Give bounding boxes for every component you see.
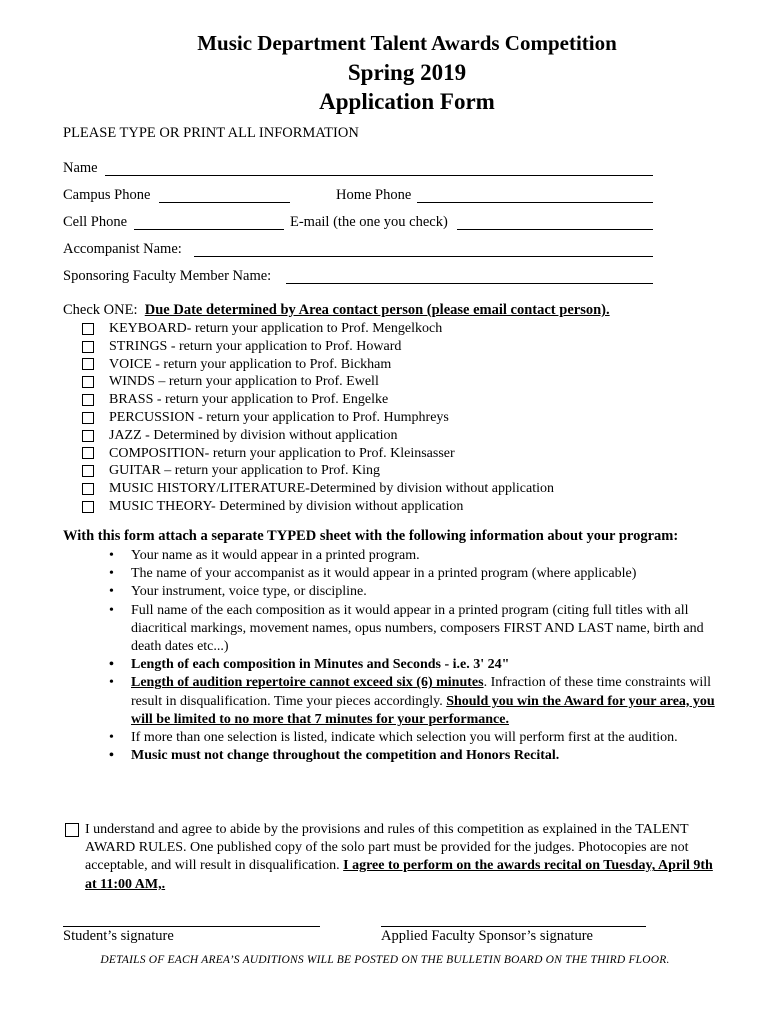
award-limit-rule: Should you win the Award for your area, you will be limited to no more that 7 minutes for your performance. — [131, 693, 715, 727]
campus-phone-field[interactable] — [159, 188, 290, 203]
audition-details-note: DETAILS OF EACH AREA’S AUDITIONS WILL BE POSTED ON THE BULLETIN BOARD ON THE THIRD FLOOR. — [100, 954, 670, 966]
area-option[interactable] — [82, 427, 554, 445]
accompanist-field[interactable] — [194, 242, 653, 257]
attach-heading: With this form attach a separate TYPED sheet with the following information about your program: — [63, 528, 679, 544]
area-option-label: STRINGS - return your application to Prof. Howard — [109, 338, 402, 354]
checkbox[interactable] — [82, 394, 94, 406]
due-date-note: Due Date determined by Area contact person (please email contact person). — [144, 302, 610, 318]
area-option-label: PERCUSSION - return your application to Prof. Humphreys — [109, 409, 449, 425]
area-option[interactable] — [82, 320, 554, 338]
area-checklist — [82, 320, 554, 516]
area-option-label: COMPOSITION- return your application to Prof. Kleinsasser — [109, 445, 455, 461]
agreement-block — [63, 821, 713, 894]
area-option[interactable] — [82, 391, 554, 409]
area-option-label: WINDS – return your application to Prof. Ewell — [109, 374, 379, 390]
requirement-item: • Your instrument, voice type, or discipline. — [131, 583, 721, 601]
requirement-item: • The name of your accompanist as it would appear in a printed program (where applicable) — [131, 565, 721, 583]
cell-phone-field[interactable] — [134, 215, 284, 230]
area-option-label: MUSIC HISTORY/LITERATURE-Determined by division without application — [109, 481, 554, 497]
area-option-label: MUSIC THEORY- Determined by division without application — [109, 498, 464, 514]
agreement-text: I understand and agree to abide by the provisions and rules of this competition as explained in the TALENT AWARD RULES. One published copy of the solo part must be provided for the judges. Photocopies are not acceptable, and will result in disqualification. — [85, 822, 689, 874]
email-label: E-mail (the one you check) — [290, 214, 448, 230]
agreement-commitment: I agree to perform on the awards recital on Tuesday, April 9th at 11:00 AM,. — [85, 858, 713, 892]
requirement-item-time-limit — [131, 674, 721, 729]
requirement-item: • Full name of the each composition as it would appear in a printed program (citing full titles with all diacritical markings, movement names, opus numbers, composers FIRST AND LAST name, birth and death dates etc...) — [131, 602, 721, 657]
agreement-checkbox[interactable] — [65, 823, 79, 837]
area-option[interactable] — [82, 356, 554, 374]
requirement-item: • Length of each composition in Minutes and Seconds - i.e. 3' 24" — [131, 656, 721, 674]
checkbox[interactable] — [82, 412, 94, 424]
checkbox[interactable] — [82, 376, 94, 388]
checkbox[interactable] — [82, 501, 94, 513]
area-option-label: KEYBOARD- return your application to Prof. Mengelkoch — [109, 321, 443, 336]
name-field[interactable] — [105, 161, 653, 176]
checkbox[interactable] — [82, 341, 94, 353]
checkbox[interactable] — [82, 430, 94, 442]
checkbox[interactable] — [82, 483, 94, 495]
time-limit-rule: Length of audition repertoire cannot exceed six (6) minutes — [131, 675, 484, 691]
accompanist-label: Accompanist Name: — [63, 241, 182, 257]
checkbox[interactable] — [82, 358, 94, 370]
area-option[interactable] — [82, 338, 554, 356]
student-signature-line[interactable] — [63, 926, 320, 927]
area-option[interactable] — [82, 409, 554, 427]
program-requirements-list — [131, 547, 721, 765]
checkbox[interactable] — [82, 323, 94, 335]
requirement-item: • If more than one selection is listed, indicate which selection you will perform first at the audition. — [131, 729, 721, 747]
name-label: Name — [63, 160, 98, 176]
checkbox[interactable] — [82, 447, 94, 459]
checkbox[interactable] — [82, 465, 94, 477]
form-name: Application Form — [319, 89, 495, 114]
sponsor-signature-label: Applied Faculty Sponsor’s signature — [381, 928, 593, 944]
area-option-label: JAZZ - Determined by division without application — [109, 427, 398, 443]
home-phone-field[interactable] — [417, 188, 653, 203]
requirement-item: • Your name as it would appear in a printed program. — [131, 547, 721, 565]
area-option[interactable] — [82, 373, 554, 391]
time-limit-detail: . Infraction of these time constraints will result in disqualification. Time your pieces accordingly. — [131, 675, 712, 709]
area-option[interactable] — [82, 462, 554, 480]
sponsor-signature-line[interactable] — [381, 926, 646, 927]
campus-phone-label: Campus Phone — [63, 187, 151, 203]
email-field[interactable] — [457, 215, 653, 230]
form-title: Music Department Talent Awards Competition — [197, 31, 617, 55]
requirement-item: • Music must not change throughout the competition and Honors Recital. — [131, 747, 721, 765]
check-one-label: Check ONE: — [63, 302, 138, 318]
sponsor-label: Sponsoring Faculty Member Name: — [63, 268, 272, 284]
area-option[interactable] — [82, 480, 554, 498]
print-instruction: PLEASE TYPE OR PRINT ALL INFORMATION — [63, 125, 359, 141]
sponsor-field[interactable] — [286, 269, 653, 284]
home-phone-label: Home Phone — [336, 187, 412, 203]
form-term: Spring 2019 — [347, 60, 467, 85]
area-option-label: GUITAR – return your application to Prof. King — [109, 463, 381, 479]
area-option[interactable] — [82, 498, 554, 516]
cell-phone-label: Cell Phone — [63, 214, 128, 230]
area-option-label: VOICE - return your application to Prof. Bickham — [109, 356, 392, 372]
student-signature-label: Student’s signature — [63, 928, 174, 944]
check-one-heading — [63, 302, 610, 319]
area-option-label: BRASS - return your application to Prof. Engelke — [109, 392, 389, 408]
area-option[interactable] — [82, 445, 554, 463]
